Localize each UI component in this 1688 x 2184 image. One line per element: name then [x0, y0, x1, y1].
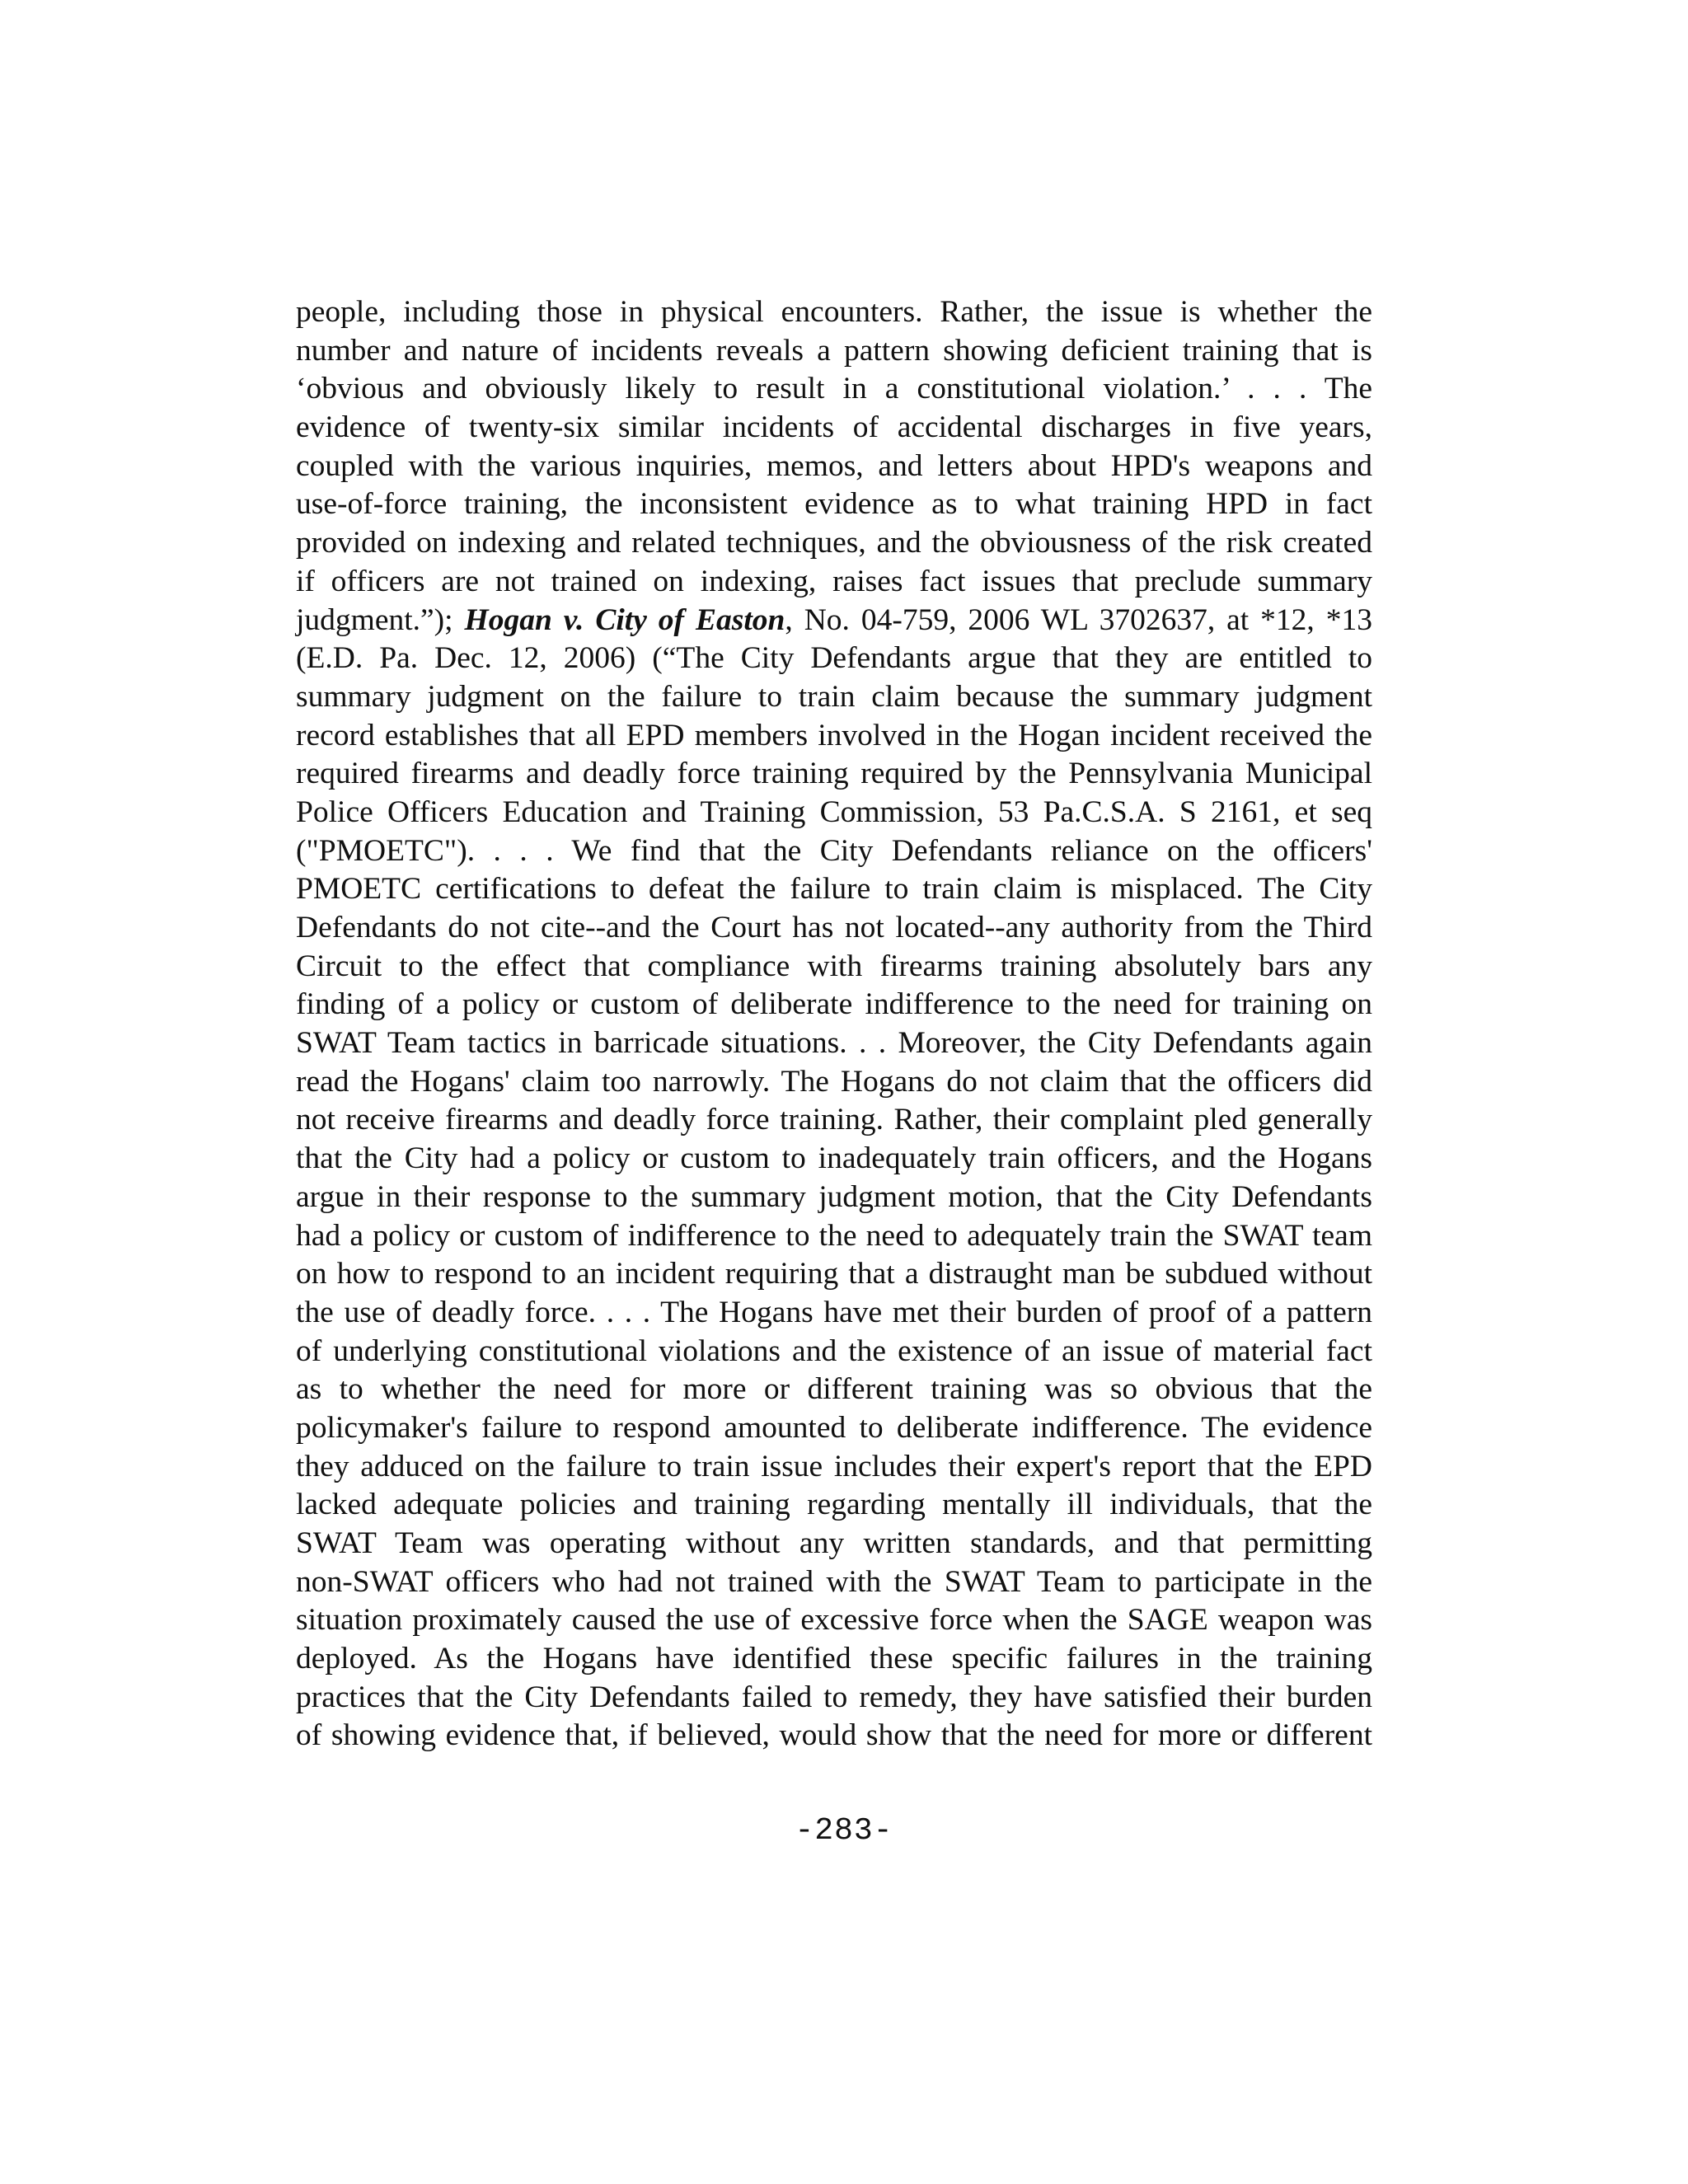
text-line: summary judgment on the failure to train claim because the summary judgment [296, 679, 1372, 714]
text-line: ‘obvious and obviously likely to result in a constitutional violation.’ . . . The [296, 372, 1372, 406]
text-line: argue in their response to the summary judgment motion, that the City Defendants [296, 1179, 1372, 1214]
text-line: Circuit to the effect that compliance with firearms training absolutely bars any [296, 949, 1372, 983]
text-line: number and nature of incidents reveals a pattern showing deficient training that is [296, 333, 1372, 368]
page-number: -283- [795, 1813, 893, 1849]
text-line: finding of a policy or custom of deliberate indifference to the need for training on [296, 987, 1372, 1022]
text-line: record establishes that all EPD members involved in the Hogan incident received the [296, 718, 1372, 752]
text-line: provided on indexing and related techniques, and the obviousness of the risk created [296, 526, 1372, 560]
text-line: not receive firearms and deadly force training. Rather, their complaint pled generally [296, 1103, 1372, 1137]
text-line: practices that the City Defendants failed to remedy, they have satisfied their burden [296, 1680, 1372, 1714]
text-line: Police Officers Education and Training Commission, 53 Pa.C.S.A. S 2161, et seq [296, 794, 1372, 829]
text-line: coupled with the various inquiries, memos, and letters about HPD's weapons and [296, 448, 1372, 483]
text-line: lacked adequate policies and training regarding mentally ill individuals, that the [296, 1488, 1372, 1522]
text-line-with-citation [296, 602, 1372, 640]
text-line: policymaker's failure to respond amounted to deliberate indifference. The evidence [296, 1410, 1372, 1445]
text-line: people, including those in physical encounters. Rather, the issue is whether the [296, 295, 1372, 329]
text-line: (E.D. Pa. Dec. 12, 2006) (“The City Defendants argue that they are entitled to [296, 641, 1372, 676]
text-line: SWAT Team tactics in barricade situations. . . Moreover, the City Defendants again [296, 1026, 1372, 1061]
line-prefix: judgment.”); [296, 602, 465, 637]
text-line: they adduced on the failure to train issue includes their expert's report that the EPD [296, 1449, 1372, 1483]
text-line: had a policy or custom of indifference to the need to adequately train the SWAT team [296, 1218, 1372, 1253]
text-line: non-SWAT officers who had not trained with the SWAT Team to participate in the [296, 1564, 1372, 1599]
line-suffix: , No. 04-759, 2006 WL 3702637, at *12, *13 [785, 602, 1372, 637]
text-line: deployed. As the Hogans have identified these specific failures in the training [296, 1642, 1372, 1676]
text-line: that the City had a policy or custom to inadequately train officers, and the Hogans [296, 1141, 1372, 1176]
text-line: read the Hogans' claim too narrowly. The Hogans do not claim that the officers did [296, 1064, 1372, 1099]
text-line: SWAT Team was operating without any written standards, and that permitting [296, 1526, 1372, 1560]
text-line: if officers are not trained on indexing, raises fact issues that preclude summary [296, 564, 1372, 598]
text-line: on how to respond to an incident requiring that a distraught man be subdued without [296, 1257, 1372, 1291]
text-line: required firearms and deadly force training required by the Pennsylvania Municipal [296, 757, 1372, 791]
text-line: as to whether the need for more or different training was so obvious that the [296, 1372, 1372, 1407]
text-line: the use of deadly force. . . . The Hogans have met their burden of proof of a pattern [296, 1295, 1372, 1329]
case-name: Hogan v. City of Easton [464, 602, 785, 637]
text-line: Defendants do not cite--and the Court has not located--any authority from the Third [296, 911, 1372, 944]
text-line: use-of-force training, the inconsistent evidence as to what training HPD in fact [296, 487, 1372, 522]
text-line: evidence of twenty-six similar incidents of accidental discharges in five years, [296, 410, 1372, 445]
text-line: PMOETC certifications to defeat the failure to train claim is misplaced. The City [296, 872, 1372, 907]
text-line: situation proximately caused the use of excessive force when the SAGE weapon was [296, 1603, 1372, 1638]
text-line: of underlying constitutional violations and the existence of an issue of material fact [296, 1333, 1372, 1368]
text-line: ("PMOETC"). . . . We find that the City Defendants reliance on the officers' [296, 833, 1372, 868]
text-line: of showing evidence that, if believed, would show that the need for more or different [296, 1718, 1372, 1753]
body-text [296, 293, 1372, 1755]
